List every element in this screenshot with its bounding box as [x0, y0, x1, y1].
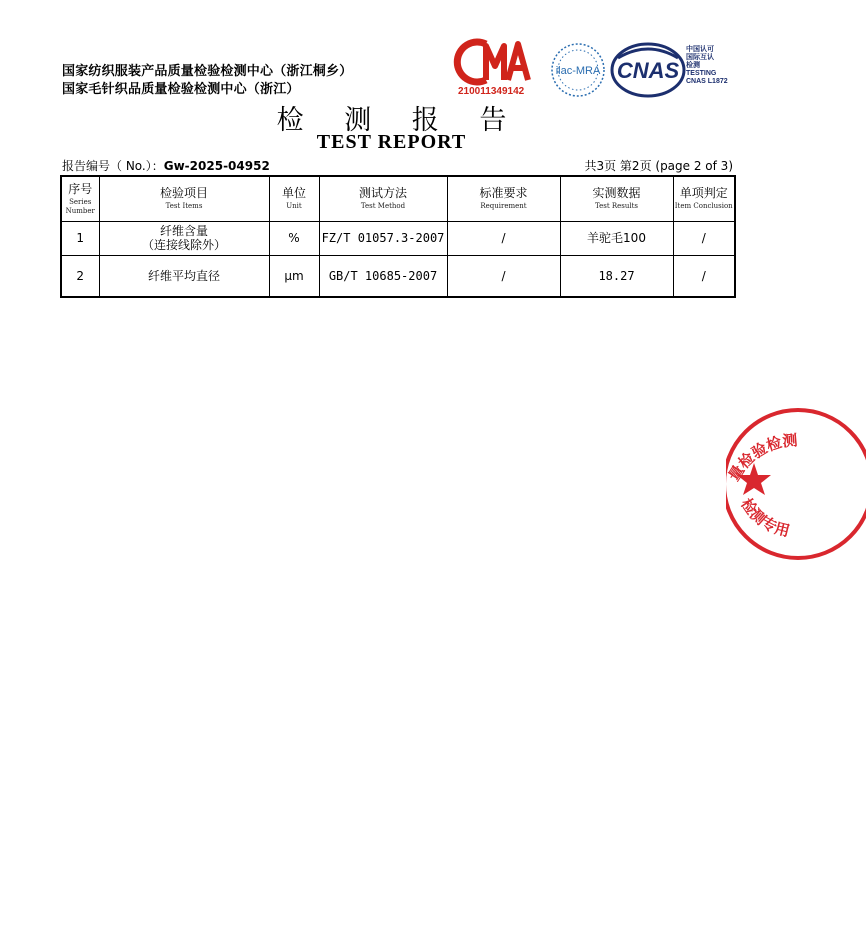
- row-number: 2: [61, 255, 99, 297]
- page-info: 共3页 第2页 (page 2 of 3): [584, 159, 733, 173]
- requirement-cell: /: [447, 221, 560, 255]
- requirement-cell: /: [447, 255, 560, 297]
- result-cell: 18.27: [560, 255, 673, 297]
- cnas-side-line: 国际互认: [686, 54, 714, 61]
- seal-top-text: 量检验检测: [726, 431, 799, 485]
- seal-stamp-icon: [726, 405, 866, 563]
- report-title-cn: 检 测 报 告: [276, 105, 523, 136]
- cnas-logo: [610, 42, 740, 98]
- report-number: [62, 157, 270, 174]
- result-cell: 羊驼毛100: [560, 221, 673, 255]
- header-cell: 标准要求 Requirement: [447, 176, 560, 221]
- cnas-side-line: 中国认可: [686, 46, 714, 53]
- ilac-mra-logo: [548, 42, 608, 98]
- inspection-seal: [726, 405, 799, 563]
- cma-logo: [452, 40, 534, 100]
- table-header-row: [61, 176, 735, 221]
- table-row: [61, 221, 735, 255]
- ma-number: 210011349142: [458, 86, 525, 97]
- report-number-value: Gw-2025-04952: [163, 159, 270, 173]
- header-cell: 测试方法 Test Method: [319, 176, 447, 221]
- unit-cell: %: [269, 221, 319, 255]
- table-row: [61, 255, 735, 297]
- row-number: 1: [61, 221, 99, 255]
- cnas-side-text: [686, 46, 728, 86]
- header-cell: 实测数据 Test Results: [560, 176, 673, 221]
- test-item-line: （连接线除外）: [141, 238, 226, 252]
- org-line-1: 国家纺织服装产品质量检验检测中心（浙江桐乡）: [62, 64, 353, 79]
- report-title-en: TEST REPORT: [316, 131, 467, 153]
- report-number-label: 报告编号（ No.）：: [62, 159, 164, 173]
- test-item: [99, 255, 269, 297]
- conclusion-cell: /: [673, 255, 735, 297]
- test-item: [99, 221, 269, 255]
- cnas-side-line: 检测: [686, 62, 700, 69]
- header-cell: 序号 Series Number: [61, 176, 99, 221]
- test-item-line: 纤维含量: [159, 224, 208, 238]
- seal-bottom-text: 检测专用: [737, 495, 792, 541]
- cma-mark-icon: [452, 40, 534, 84]
- ilac-globe-icon: [548, 42, 608, 98]
- header-cell: 单项判定 Item Conclusion: [673, 176, 735, 221]
- unit-cell: μm: [269, 255, 319, 297]
- org-line-2: 国家毛针织品质量检验检测中心（浙江）: [62, 82, 300, 97]
- method-cell: FZ/T 01057.3-2007: [319, 221, 447, 255]
- cnas-mark-icon: [610, 42, 686, 98]
- cnas-side-line: CNAS L1872: [686, 78, 728, 85]
- header-cell: 单位 Unit: [269, 176, 319, 221]
- cnas-side-line: TESTING: [686, 70, 717, 77]
- test-item-line: 纤维平均直径: [147, 268, 220, 283]
- svg-text:ilac-MRA: ilac-MRA: [555, 65, 601, 77]
- conclusion-cell: /: [673, 221, 735, 255]
- header-cell: 检验项目 Test Items: [99, 176, 269, 221]
- svg-text:CNAS: CNAS: [616, 58, 680, 83]
- method-cell: GB/T 10685-2007: [319, 255, 447, 297]
- test-results-table: [60, 175, 736, 298]
